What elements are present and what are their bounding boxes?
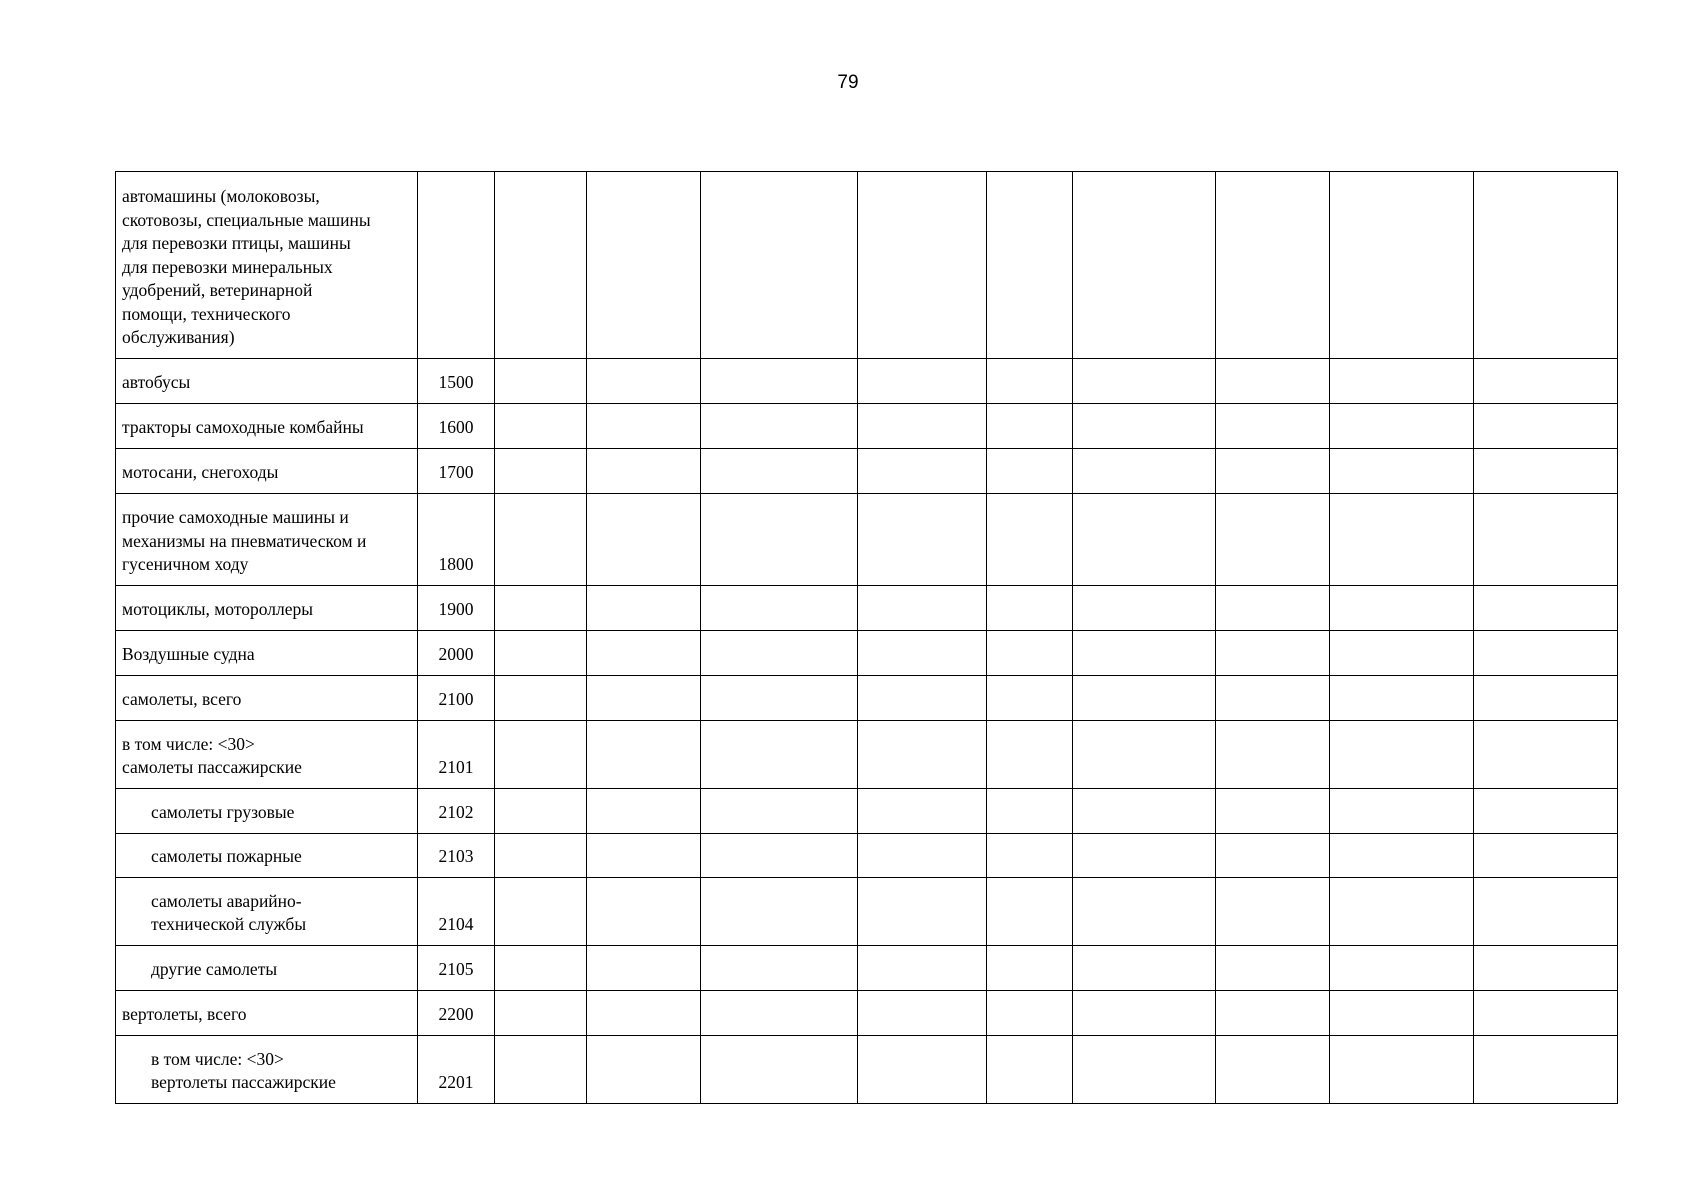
- data-cell: [1216, 877, 1330, 945]
- row-code: 2000: [438, 644, 474, 664]
- data-cell: [495, 990, 587, 1035]
- data-cell: [858, 493, 987, 585]
- data-cell: [987, 448, 1073, 493]
- data-cell: [587, 358, 701, 403]
- row-label-cell: [116, 630, 418, 675]
- data-cell: [1474, 945, 1618, 990]
- data-cell: [1216, 675, 1330, 720]
- data-cell: [1330, 990, 1474, 1035]
- data-cell: [495, 493, 587, 585]
- data-cell: [1330, 675, 1474, 720]
- data-cell: [1330, 945, 1474, 990]
- data-cell: [701, 585, 858, 630]
- data-cell: [1330, 358, 1474, 403]
- data-cell: [987, 788, 1073, 833]
- data-cell: [987, 172, 1073, 359]
- data-cell: [1216, 788, 1330, 833]
- data-cell: [495, 788, 587, 833]
- data-cell: [858, 403, 987, 448]
- data-cell: [1216, 833, 1330, 877]
- data-cell: [858, 675, 987, 720]
- data-cell: [1330, 877, 1474, 945]
- table-row: [116, 630, 1618, 675]
- data-cell: [1073, 675, 1216, 720]
- data-cell: [987, 675, 1073, 720]
- data-cell: [987, 493, 1073, 585]
- data-cell: [587, 403, 701, 448]
- data-cell: [1474, 720, 1618, 788]
- data-cell: [987, 720, 1073, 788]
- row-code: 1700: [438, 462, 474, 482]
- data-cell: [1073, 945, 1216, 990]
- row-label: прочие самоходные машины и механизмы на пневматическом и гусеничном ходу: [122, 507, 367, 574]
- table-row: [116, 877, 1618, 945]
- data-cell: [858, 788, 987, 833]
- row-label: Воздушные судна: [122, 644, 255, 664]
- data-cell: [987, 585, 1073, 630]
- table-row: [116, 833, 1618, 877]
- data-cell: [1474, 833, 1618, 877]
- row-code-cell: [418, 585, 495, 630]
- data-cell: [701, 1035, 858, 1103]
- data-cell: [495, 833, 587, 877]
- data-cell: [1330, 493, 1474, 585]
- row-code: 2105: [438, 959, 474, 979]
- row-label: мотосани, снегоходы: [122, 462, 279, 482]
- row-code-cell: [418, 172, 495, 359]
- row-code-cell: [418, 990, 495, 1035]
- row-code-cell: [418, 833, 495, 877]
- row-code-cell: [418, 448, 495, 493]
- data-cell: [987, 1035, 1073, 1103]
- row-label-cell: [116, 990, 418, 1035]
- data-cell: [701, 630, 858, 675]
- row-code: 2200: [438, 1004, 474, 1024]
- table-row: [116, 675, 1618, 720]
- table-row: [116, 990, 1618, 1035]
- data-cell: [1474, 990, 1618, 1035]
- row-code-cell: [418, 630, 495, 675]
- row-label: в том числе: <30> самолеты пассажирские: [122, 733, 302, 777]
- row-label-cell: [116, 448, 418, 493]
- row-label: самолеты грузовые: [151, 802, 295, 822]
- data-cell: [701, 720, 858, 788]
- data-cell: [1474, 1035, 1618, 1103]
- data-cell: [1073, 630, 1216, 675]
- data-cell: [1330, 1035, 1474, 1103]
- data-cell: [1073, 720, 1216, 788]
- data-cell: [1216, 493, 1330, 585]
- data-cell: [1073, 493, 1216, 585]
- data-cell: [495, 945, 587, 990]
- data-cell: [587, 720, 701, 788]
- data-cell: [587, 990, 701, 1035]
- data-cell: [1474, 493, 1618, 585]
- data-cell: [1474, 675, 1618, 720]
- row-label-cell: [116, 493, 418, 585]
- table-row: [116, 585, 1618, 630]
- data-cell: [858, 877, 987, 945]
- row-code: 2101: [438, 757, 474, 777]
- row-code-cell: [418, 877, 495, 945]
- data-cell: [1073, 833, 1216, 877]
- row-code: 1600: [438, 417, 474, 437]
- data-cell: [587, 833, 701, 877]
- row-label-cell: [116, 358, 418, 403]
- data-cell: [495, 358, 587, 403]
- row-code: 1800: [438, 554, 474, 574]
- row-label: вертолеты, всего: [122, 1004, 247, 1024]
- row-code-cell: [418, 1035, 495, 1103]
- report-table: [115, 171, 1618, 1104]
- data-cell: [587, 945, 701, 990]
- data-cell: [701, 833, 858, 877]
- row-label: в том числе: <30> вертолеты пассажирские: [151, 1048, 336, 1092]
- data-cell: [1073, 788, 1216, 833]
- data-cell: [1216, 403, 1330, 448]
- data-cell: [987, 833, 1073, 877]
- data-cell: [1216, 172, 1330, 359]
- table-row: [116, 403, 1618, 448]
- data-cell: [1073, 1035, 1216, 1103]
- data-cell: [701, 675, 858, 720]
- row-code: 2103: [438, 846, 474, 866]
- data-cell: [495, 675, 587, 720]
- data-cell: [1330, 172, 1474, 359]
- data-cell: [495, 630, 587, 675]
- data-cell: [1330, 788, 1474, 833]
- data-cell: [987, 945, 1073, 990]
- data-cell: [587, 493, 701, 585]
- data-cell: [858, 172, 987, 359]
- table-row: [116, 493, 1618, 585]
- data-cell: [858, 358, 987, 403]
- data-cell: [1216, 630, 1330, 675]
- data-cell: [1073, 585, 1216, 630]
- row-label: автомашины (молоковозы, скотовозы, специальные машины для перевозки птицы, машины для перевозки минеральных удобрений, ветеринарной помощи, технического обслуживания): [122, 186, 371, 347]
- row-code-cell: [418, 945, 495, 990]
- data-cell: [987, 990, 1073, 1035]
- row-code: 2201: [438, 1072, 474, 1092]
- row-label-cell: [116, 788, 418, 833]
- data-cell: [1330, 403, 1474, 448]
- data-cell: [701, 493, 858, 585]
- row-code-cell: [418, 788, 495, 833]
- row-label: самолеты аварийно- технической службы: [151, 890, 307, 934]
- data-cell: [858, 448, 987, 493]
- data-cell: [1474, 448, 1618, 493]
- table-row: [116, 172, 1618, 359]
- data-cell: [1474, 358, 1618, 403]
- row-label-cell: [116, 877, 418, 945]
- data-cell: [1216, 585, 1330, 630]
- data-cell: [1216, 448, 1330, 493]
- data-cell: [495, 720, 587, 788]
- data-cell: [858, 720, 987, 788]
- page-number: 79: [837, 72, 859, 93]
- row-label-cell: [116, 172, 418, 359]
- data-cell: [858, 945, 987, 990]
- table-row: [116, 720, 1618, 788]
- data-cell: [1073, 358, 1216, 403]
- data-cell: [1474, 877, 1618, 945]
- table-row: [116, 358, 1618, 403]
- data-cell: [701, 877, 858, 945]
- data-cell: [701, 990, 858, 1035]
- data-cell: [987, 403, 1073, 448]
- data-cell: [495, 585, 587, 630]
- data-cell: [587, 788, 701, 833]
- row-label: мотоциклы, мотороллеры: [122, 599, 314, 619]
- data-cell: [587, 675, 701, 720]
- data-cell: [587, 172, 701, 359]
- data-cell: [1073, 877, 1216, 945]
- data-cell: [587, 1035, 701, 1103]
- data-cell: [1330, 585, 1474, 630]
- data-cell: [1073, 990, 1216, 1035]
- row-code: 2104: [438, 914, 474, 934]
- row-code: 2100: [438, 689, 474, 709]
- data-cell: [1073, 448, 1216, 493]
- data-cell: [1330, 448, 1474, 493]
- data-cell: [1073, 172, 1216, 359]
- row-label: другие самолеты: [151, 959, 278, 979]
- data-cell: [1216, 990, 1330, 1035]
- data-cell: [495, 403, 587, 448]
- row-code-cell: [418, 493, 495, 585]
- row-label: тракторы самоходные комбайны: [122, 417, 364, 437]
- data-cell: [701, 358, 858, 403]
- data-cell: [495, 877, 587, 945]
- data-cell: [858, 833, 987, 877]
- data-cell: [1474, 403, 1618, 448]
- data-cell: [1330, 833, 1474, 877]
- row-label: самолеты пожарные: [151, 846, 302, 866]
- data-cell: [987, 630, 1073, 675]
- data-cell: [1216, 945, 1330, 990]
- data-cell: [701, 788, 858, 833]
- data-cell: [495, 448, 587, 493]
- data-cell: [858, 585, 987, 630]
- data-cell: [1474, 172, 1618, 359]
- row-code-cell: [418, 403, 495, 448]
- row-label-cell: [116, 585, 418, 630]
- data-cell: [1474, 630, 1618, 675]
- data-cell: [495, 1035, 587, 1103]
- row-label-cell: [116, 833, 418, 877]
- row-code: 2102: [438, 802, 474, 822]
- row-label-cell: [116, 720, 418, 788]
- data-cell: [858, 630, 987, 675]
- data-cell: [987, 358, 1073, 403]
- data-cell: [587, 448, 701, 493]
- data-cell: [701, 448, 858, 493]
- row-code: 1500: [438, 372, 474, 392]
- data-cell: [1330, 720, 1474, 788]
- data-cell: [1216, 720, 1330, 788]
- row-label-cell: [116, 403, 418, 448]
- data-cell: [495, 172, 587, 359]
- data-cell: [1216, 358, 1330, 403]
- table-row: [116, 788, 1618, 833]
- table-row: [116, 448, 1618, 493]
- data-cell: [1330, 630, 1474, 675]
- data-cell: [858, 990, 987, 1035]
- row-code-cell: [418, 720, 495, 788]
- table-row: [116, 945, 1618, 990]
- data-cell: [1073, 403, 1216, 448]
- data-cell: [1216, 1035, 1330, 1103]
- row-code-cell: [418, 675, 495, 720]
- data-cell: [1474, 788, 1618, 833]
- data-cell: [858, 1035, 987, 1103]
- data-cell: [587, 585, 701, 630]
- row-label-cell: [116, 675, 418, 720]
- data-cell: [701, 403, 858, 448]
- data-cell: [1474, 585, 1618, 630]
- row-label-cell: [116, 1035, 418, 1103]
- row-code: 1900: [438, 599, 474, 619]
- data-cell: [587, 630, 701, 675]
- row-label: автобусы: [122, 372, 191, 392]
- data-cell: [701, 945, 858, 990]
- table-row: [116, 1035, 1618, 1103]
- data-cell: [701, 172, 858, 359]
- row-label-cell: [116, 945, 418, 990]
- data-cell: [987, 877, 1073, 945]
- row-code-cell: [418, 358, 495, 403]
- data-cell: [587, 877, 701, 945]
- row-label: самолеты, всего: [122, 689, 242, 709]
